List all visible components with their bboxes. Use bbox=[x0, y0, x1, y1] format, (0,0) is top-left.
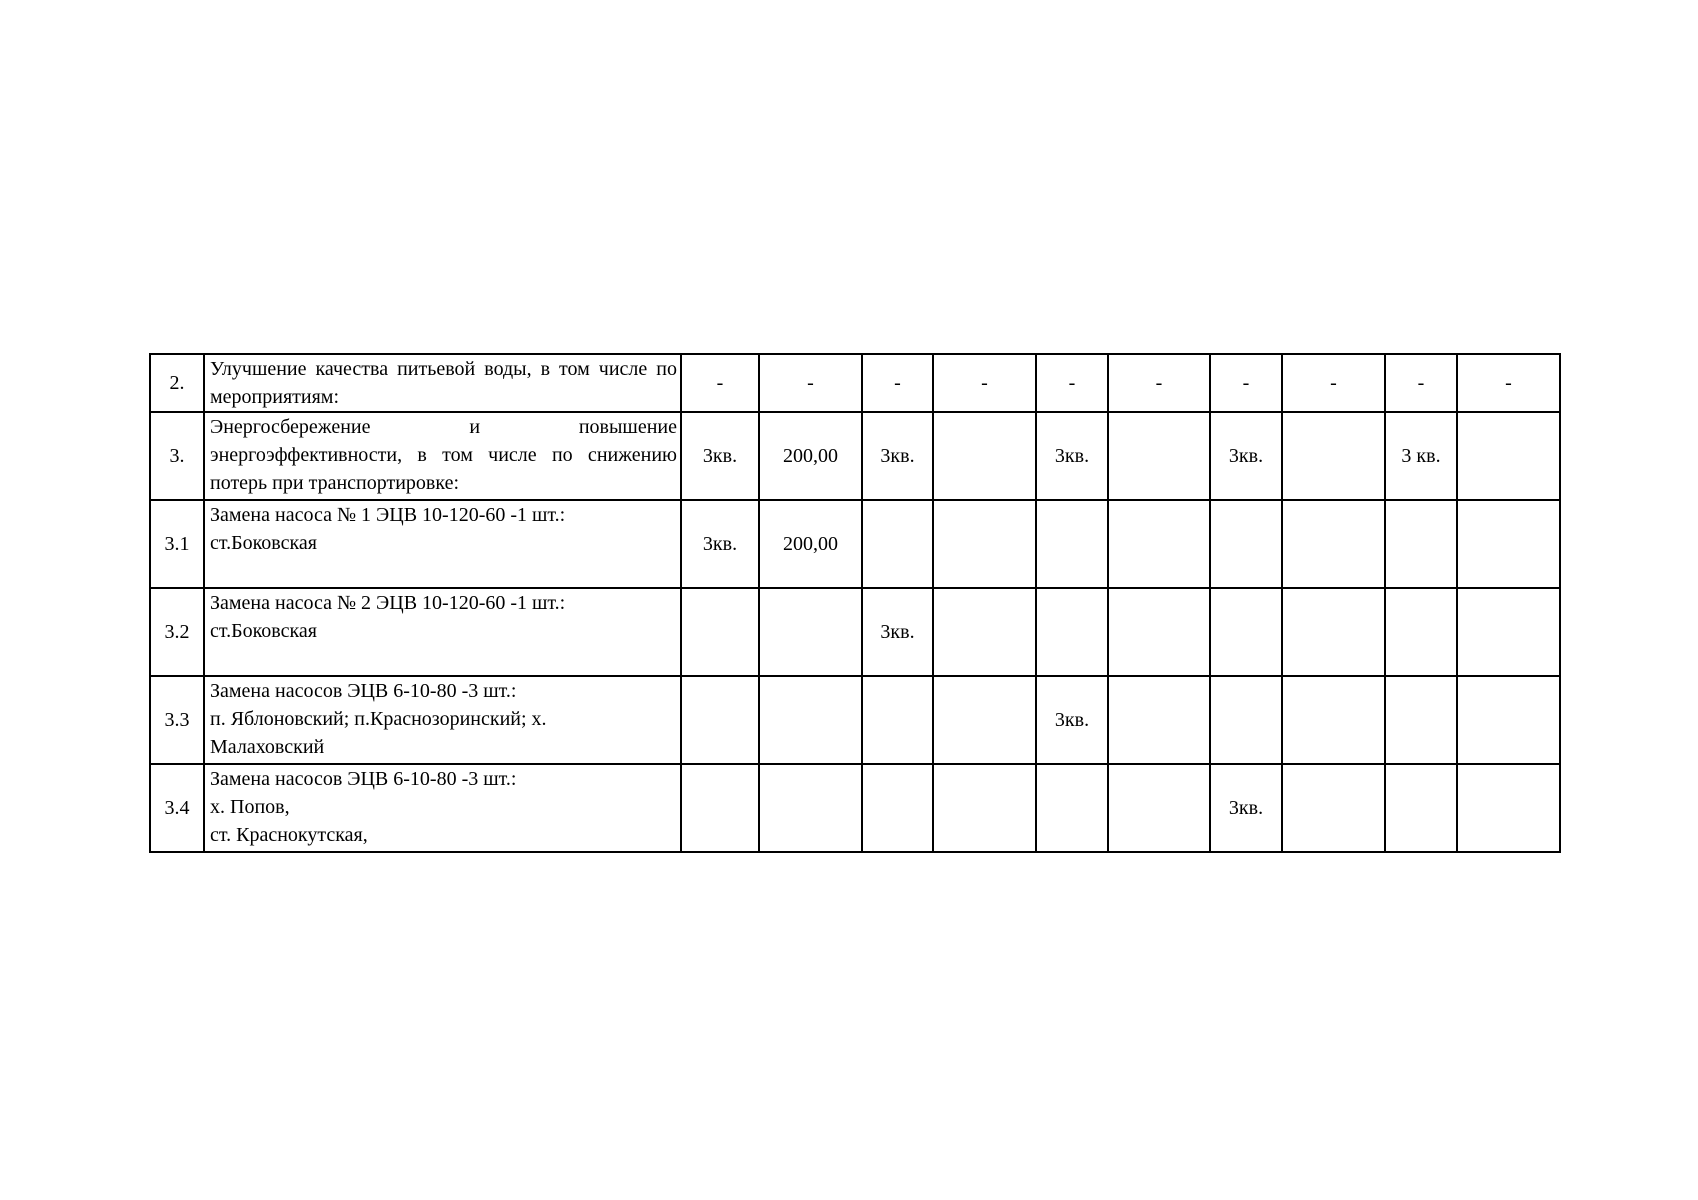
table-cell bbox=[1457, 412, 1560, 500]
row-number: 3.2 bbox=[150, 588, 204, 676]
table-cell bbox=[1282, 588, 1385, 676]
table-cell: - bbox=[1385, 354, 1457, 412]
measure-name-line: ст. Краснокутская, bbox=[210, 824, 368, 846]
measure-name-line: Замена насосов ЭЦВ 6-10-80 -3 шт.: bbox=[210, 680, 517, 702]
measure-name: Улучшение качества питьевой воды, в том числе по мероприятиям: bbox=[204, 354, 681, 412]
table-cell: 3кв. bbox=[1036, 412, 1108, 500]
table-cell bbox=[1108, 676, 1210, 764]
table-cell: - bbox=[1457, 354, 1560, 412]
table-cell bbox=[681, 588, 759, 676]
measure-name bbox=[204, 588, 681, 676]
table-row-3-1 bbox=[150, 500, 1560, 588]
table-cell bbox=[1108, 412, 1210, 500]
table-cell: 3 кв. bbox=[1385, 412, 1457, 500]
table-row-2 bbox=[150, 354, 1560, 412]
table-cell bbox=[1036, 588, 1108, 676]
measure-name bbox=[204, 500, 681, 588]
table-cell: - bbox=[759, 354, 862, 412]
measure-name-line: Замена насоса № 1 ЭЦВ 10-120-60 -1 шт.: bbox=[210, 504, 566, 526]
measure-name-line: ст.Боковская bbox=[210, 620, 317, 642]
table-row-3 bbox=[150, 412, 1560, 500]
table-cell bbox=[1385, 500, 1457, 588]
table-cell bbox=[1210, 500, 1282, 588]
table-cell: 3кв. bbox=[681, 412, 759, 500]
table-cell bbox=[1282, 412, 1385, 500]
table-cell bbox=[1282, 676, 1385, 764]
table-cell bbox=[759, 676, 862, 764]
measure-name: Энергосбережение и повышение энергоэффективности, в том числе по снижению потерь при транспортировке: bbox=[204, 412, 681, 500]
table-cell: - bbox=[681, 354, 759, 412]
table-cell bbox=[862, 764, 933, 852]
table-cell bbox=[1385, 764, 1457, 852]
row-number: 3.4 bbox=[150, 764, 204, 852]
table-row-3-4 bbox=[150, 764, 1560, 852]
row-number: 3.1 bbox=[150, 500, 204, 588]
row-number: 3.3 bbox=[150, 676, 204, 764]
table-cell bbox=[1457, 764, 1560, 852]
measure-name-line: х. Попов, bbox=[210, 796, 290, 818]
measure-name-line: Замена насоса № 2 ЭЦВ 10-120-60 -1 шт.: bbox=[210, 592, 566, 614]
table-cell bbox=[1108, 588, 1210, 676]
table-cell: 3кв. bbox=[681, 500, 759, 588]
table-row-3-3 bbox=[150, 676, 1560, 764]
table-cell: - bbox=[1108, 354, 1210, 412]
table-cell bbox=[862, 500, 933, 588]
table-cell bbox=[1385, 588, 1457, 676]
table-cell bbox=[759, 764, 862, 852]
table-cell: 3кв. bbox=[1036, 676, 1108, 764]
table-cell: - bbox=[1210, 354, 1282, 412]
table-cell: 3кв. bbox=[862, 412, 933, 500]
table-cell bbox=[681, 764, 759, 852]
table-cell bbox=[933, 412, 1036, 500]
table-cell: 200,00 bbox=[759, 412, 862, 500]
table-cell bbox=[1210, 676, 1282, 764]
table-cell bbox=[933, 676, 1036, 764]
table-cell bbox=[1385, 676, 1457, 764]
table-cell bbox=[1282, 500, 1385, 588]
measure-name-line: Малаховский bbox=[210, 736, 325, 758]
table-cell: - bbox=[1036, 354, 1108, 412]
table-cell bbox=[1457, 588, 1560, 676]
table-cell: - bbox=[1282, 354, 1385, 412]
table-cell bbox=[862, 676, 933, 764]
table-cell bbox=[933, 764, 1036, 852]
table-cell bbox=[1036, 500, 1108, 588]
measure-name-line: Замена насосов ЭЦВ 6-10-80 -3 шт.: bbox=[210, 768, 517, 790]
table-cell bbox=[1108, 500, 1210, 588]
table-cell bbox=[1036, 764, 1108, 852]
measure-name bbox=[204, 676, 681, 764]
measures-table bbox=[149, 353, 1561, 853]
table-cell bbox=[681, 676, 759, 764]
measure-name bbox=[204, 764, 681, 852]
table-cell bbox=[933, 588, 1036, 676]
table-cell: 200,00 bbox=[759, 500, 862, 588]
table-cell: - bbox=[933, 354, 1036, 412]
table-cell: 3кв. bbox=[1210, 764, 1282, 852]
row-number: 2. bbox=[150, 354, 204, 412]
table-cell bbox=[933, 500, 1036, 588]
table-cell: 3кв. bbox=[862, 588, 933, 676]
row-number: 3. bbox=[150, 412, 204, 500]
table-cell: - bbox=[862, 354, 933, 412]
table-cell bbox=[1282, 764, 1385, 852]
table-cell bbox=[1457, 500, 1560, 588]
table-cell: 3кв. bbox=[1210, 412, 1282, 500]
table-cell bbox=[1108, 764, 1210, 852]
measure-name-line: п. Яблоновский; п.Краснозоринский; х. bbox=[210, 708, 547, 730]
table-row-3-2 bbox=[150, 588, 1560, 676]
measure-name-line: ст.Боковская bbox=[210, 532, 317, 554]
table-cell bbox=[1457, 676, 1560, 764]
table-cell bbox=[759, 588, 862, 676]
table-cell bbox=[1210, 588, 1282, 676]
